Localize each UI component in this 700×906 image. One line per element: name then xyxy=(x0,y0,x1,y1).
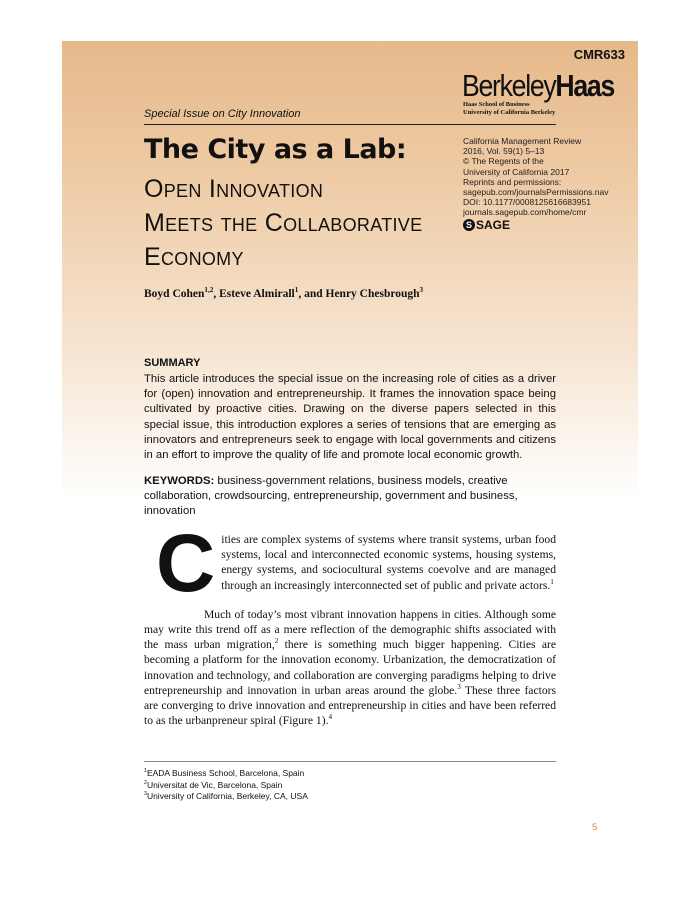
affiliation-mark: 1 xyxy=(294,286,299,295)
keywords-list: business-government relations, business models, creative collaboration, crowdsourcing, entrepreneurship, government and business, innovation xyxy=(144,475,518,518)
reprints-label: Reprints and permissions: xyxy=(463,176,562,187)
header-rule xyxy=(144,124,556,125)
berkeley-haas-logo xyxy=(462,68,614,104)
journal-volume: 2016, Vol. 59(1) 5–13 xyxy=(463,146,545,157)
summary-text: This article introduces the special issue on the increasing role of cities as a driver for (open) innovation and entrepreneurship. It frames the innovation space being cultivated by proactive cities. Drawing on the diverse papers selected in this special issue, this introduction explores a series of tensions that are emerging as innovators and entrepreneurs seek to engage with local governments and citizens in an effort to improve the quality of life and promote local economic growth. xyxy=(144,373,556,462)
logo-subtitle-line-1: Haas School of Business xyxy=(463,101,530,108)
keywords xyxy=(144,474,558,520)
footnote-ref[interactable]: 2 xyxy=(274,637,279,646)
subtitle-line-1: Open Innovation xyxy=(144,175,324,203)
footnote-mark: 1 xyxy=(144,768,147,775)
author-list xyxy=(144,288,423,300)
subtitle-line-2: Meets the Collaborative xyxy=(144,209,423,237)
footnote-mark: 3 xyxy=(144,791,147,798)
affiliation-mark: 3 xyxy=(419,286,424,295)
footnote xyxy=(144,768,308,780)
sage-logo xyxy=(463,218,510,232)
permissions-link[interactable]: sagepub.com/journalsPermissions.nav xyxy=(463,187,609,198)
article-subtitle xyxy=(144,172,422,274)
journal-info xyxy=(463,136,609,218)
author-name: Boyd Cohen xyxy=(144,288,205,300)
footnote-rule xyxy=(144,761,556,762)
paragraph-text: there is something much bigger happening. Cities are becoming a platform for the innovation economy. Urbanization, the democratization of innovation and technology, and collaboration are converging paradigms helping to drive entrepreneurship and innovation in urban areas around the globe. xyxy=(144,638,556,697)
page-number: 5 xyxy=(592,822,598,833)
drop-cap: C xyxy=(156,518,216,609)
logo-subtitle-line-2: University of California Berkeley xyxy=(463,109,556,116)
doi-link[interactable]: DOI: 10.1177/0008125616683951 xyxy=(463,197,591,208)
copyright-line-2: University of California 2017 xyxy=(463,166,570,177)
article-title: The City as a Lab: xyxy=(144,134,407,165)
footnote-text: EADA Business School, Barcelona, Spain xyxy=(146,768,305,778)
footnote xyxy=(144,791,308,803)
logo-word-berkeley: Berkeley xyxy=(462,68,556,103)
footnote-text: Universitat de Vic, Barcelona, Spain xyxy=(146,779,283,790)
paragraph xyxy=(144,518,556,609)
footnote-ref[interactable]: 3 xyxy=(457,682,461,691)
paragraph-text: Much of today’s most vibrant innovation happens in cities. Although some may write this trend off as a mere reflection of the demographic shifts associated with the mass urban migration, xyxy=(144,607,556,652)
paragraph-text: ities are complex systems of systems where transit systems, urban food systems, local and interconnected economic systems, housing systems, energy systems, and sociocultural systems coevolve and are managed through an increasingly interconnected set of public and private actors. xyxy=(221,533,556,592)
article-code: CMR633 xyxy=(573,47,625,62)
footnotes xyxy=(144,768,308,803)
sage-icon: S xyxy=(463,219,475,231)
journal-homepage-link[interactable]: journals.sagepub.com/home/cmr xyxy=(463,207,587,218)
paragraph-text: These three factors are converging to drive innovation and entrepreneurship in cities and have been referred to as the urbanpreneur spiral (Figure 1). xyxy=(144,683,556,728)
logo-subtitle xyxy=(463,101,555,117)
copyright-line-1: © The Regents of the xyxy=(463,156,544,167)
affiliation-mark: 1,2 xyxy=(204,286,214,295)
article-body xyxy=(144,518,556,728)
author-name: Henry Chesbrough xyxy=(325,288,420,300)
paragraph xyxy=(144,607,556,729)
footnote-ref[interactable]: 1 xyxy=(550,577,554,586)
footnote-mark: 2 xyxy=(144,779,147,786)
subtitle-line-3: Economy xyxy=(144,243,244,271)
sage-wordmark: SAGE xyxy=(476,218,511,232)
author-separator: , xyxy=(213,288,220,300)
footnote xyxy=(144,780,308,792)
keywords-label: KEYWORDS: xyxy=(144,475,215,487)
journal-name: California Management Review xyxy=(463,136,582,146)
footnote-ref[interactable]: 4 xyxy=(328,713,333,722)
author-name: Esteve Almirall xyxy=(219,288,295,300)
footnote-text: University of California, Berkeley, CA, USA xyxy=(146,791,308,801)
logo-word-haas: Haas xyxy=(555,68,614,103)
summary-heading: SUMMARY xyxy=(144,357,201,369)
special-issue-label: Special Issue on City Innovation xyxy=(144,108,301,120)
author-separator: , and xyxy=(298,288,326,300)
